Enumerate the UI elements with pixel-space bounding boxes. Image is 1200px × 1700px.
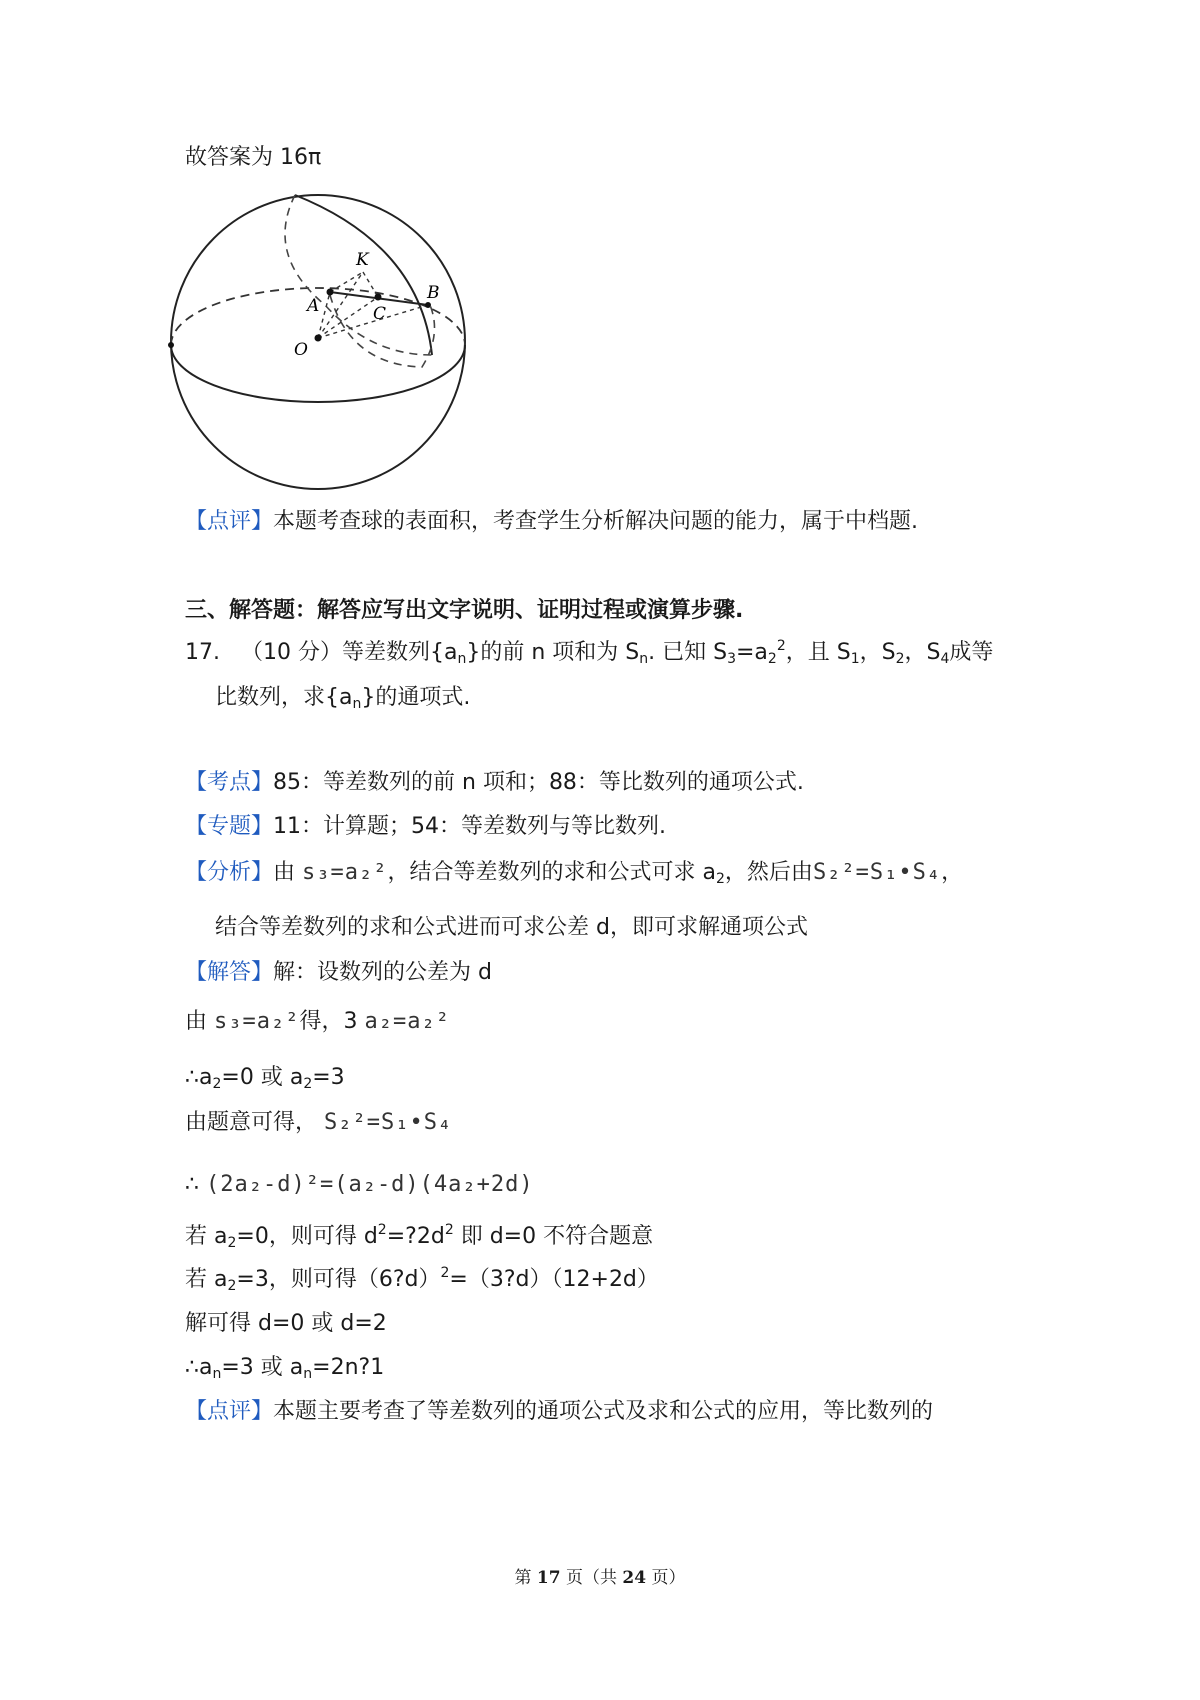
answer-line: 故答案为 16π [185, 145, 322, 170]
equator-front [171, 345, 465, 402]
step-8: $\therefore a_n=3$ 或 $a_n=2n?1$ [185, 1355, 385, 1382]
page-footer: 第 17 页（共 24 页） [514, 1568, 686, 1588]
label-o: O [294, 340, 308, 360]
review-2: 【点评】本题主要考查了等差数列的通项公式及求和公式的应用，等比数列的 [185, 1399, 934, 1424]
section-title: 三、解答题：解答应写出文字说明、证明过程或演算步骤. [185, 598, 744, 623]
point-c [375, 294, 382, 301]
problem-line-1: 17. （10 分）等差数列$\{a_n\}$的前 n 项和为 $S_n$. 已知 $S_3=a_2^2$，且 $S_1$，$S_2$，$S_4$成等 [185, 638, 994, 667]
label-k: K [356, 250, 369, 270]
step-6: 若 $a_2=3$，则可得（6?d）$^2$=（3?d）（12+2d） [185, 1265, 659, 1294]
label-b: B [427, 283, 440, 303]
fenxi-line-2: 结合等差数列的求和公式进而可求公差 d，即可求解通项公式 [215, 915, 808, 940]
tilted-circle-front [295, 195, 432, 355]
point-left [168, 342, 174, 348]
kaodian-line: 【考点】85：等差数列的前 n 项和；88：等比数列的通项公式. [185, 770, 804, 795]
review-1: 【点评】本题考查球的表面积，考查学生分析解决问题的能力，属于中档题. [185, 509, 919, 534]
tilted-circle-lower [295, 195, 360, 255]
point-a [327, 289, 334, 296]
step-3: 由题意可得， S₂²=S₁•S₄ [185, 1110, 453, 1135]
label-c: C [373, 304, 387, 324]
step-2: $\therefore a_2=0$ 或 $a_2=3$ [185, 1065, 345, 1092]
step-5: 若 $a_2=0$，则可得 $d^2=?2d^2$ 即 d=0 不符合题意 [185, 1222, 654, 1251]
point-o [315, 335, 322, 342]
step-4: ∴ (2a₂-d)²=(a₂-d)(4a₂+2d) [185, 1172, 534, 1197]
review-tag: 【点评】 [185, 509, 274, 534]
jieda-line: 【解答】解：设数列的公差为 d [185, 960, 492, 985]
fenxi-line-1: 【分析】由 s₃=a₂²，结合等差数列的求和公式可求 $a_2$，然后由S₂²=S₁•S₄， [185, 860, 964, 887]
label-a: A [307, 296, 320, 316]
step-1: 由 s₃=a₂²得，3 a₂=a₂² [185, 1009, 450, 1034]
sphere-figure [160, 185, 480, 500]
zhuanti-line: 【专题】11：计算题；54：等差数列与等比数列. [185, 814, 666, 839]
step-7: 解可得 d=0 或 d=2 [185, 1311, 387, 1336]
problem-line-2: 比数列，求$\{a_n\}$的通项式. [215, 685, 471, 712]
sphere-outline [171, 195, 465, 489]
